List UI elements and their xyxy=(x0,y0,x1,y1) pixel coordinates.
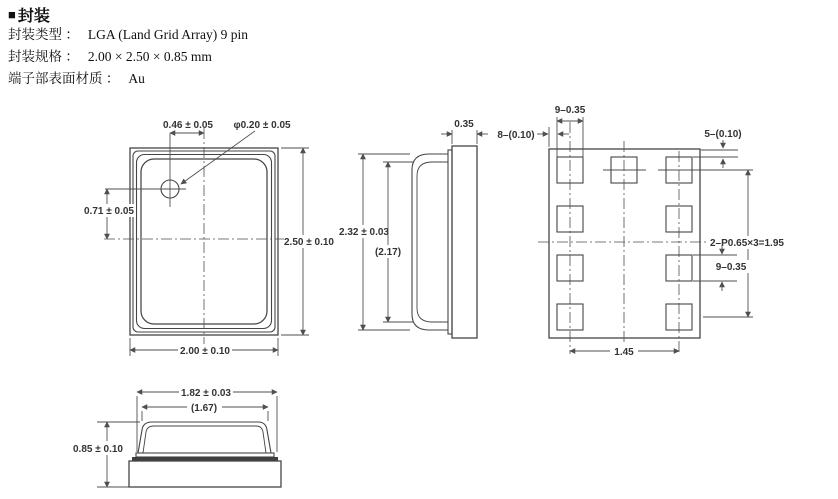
dim-pad-height: 9–0.35 xyxy=(715,262,747,273)
dim-pad-width: 9–0.35 xyxy=(554,105,586,116)
spec-package-size-label: 封装规格 ： xyxy=(8,49,79,64)
lid-inner-profile xyxy=(417,162,448,322)
spec-package-type-value: LGA (Land Grid Array) 9 pin xyxy=(87,27,248,42)
dim-pad-pitch: 2–P0.65×3=1.95 xyxy=(710,238,784,249)
dim-pin-v-offset: 0.71 ± 0.05 xyxy=(84,206,134,217)
top-view-drawing xyxy=(82,120,338,357)
package-bottom-edge xyxy=(549,149,700,338)
dim-base-thickness: 0.35 xyxy=(454,119,474,130)
dim-lid-base-width: 1.82 ± 0.03 xyxy=(181,388,231,399)
dim-pin-offset: 0.46 ± 0.05 xyxy=(163,120,213,131)
lid-inner-profile xyxy=(143,426,266,453)
bottom-view-drawing xyxy=(497,105,788,358)
dim-pin-diameter: φ0.20 ± 0.05 xyxy=(233,120,291,131)
spec-terminal-material-label: 端子部表面材质 ： xyxy=(8,71,120,86)
spec-package-size-value: 2.00 × 2.50 × 0.85 mm xyxy=(87,49,212,64)
base-plate-front xyxy=(129,461,281,487)
lid-outer-profile xyxy=(138,422,271,453)
dim-cavity-length: (2.17) xyxy=(374,247,402,258)
dim-lid-top-width: (1.67) xyxy=(190,403,218,414)
base-plate-side xyxy=(452,146,477,338)
lid-flange xyxy=(136,453,274,457)
spec-terminal-material-value: Au xyxy=(128,71,145,86)
section-title-text: 封装 xyxy=(17,7,50,25)
dim-body-width: 2.00 ± 0.10 xyxy=(180,346,230,357)
section-bullet-icon: ■ xyxy=(8,6,16,22)
dim-pad-edge-gap-h: 8–(0.10) xyxy=(497,130,535,141)
side-view-drawing xyxy=(337,119,488,338)
dim-total-height: 0.85 ± 0.10 xyxy=(73,444,123,455)
front-view-drawing xyxy=(70,386,281,487)
dim-column-spacing: 1.45 xyxy=(614,347,634,358)
dim-pad-edge-gap-v: 5–(0.10) xyxy=(704,129,742,140)
spec-package-type-label: 封装类型 ： xyxy=(8,27,79,42)
dim-lid-length: 2.32 ± 0.03 xyxy=(339,227,389,238)
dim-body-length: 2.50 ± 0.10 xyxy=(284,237,334,248)
